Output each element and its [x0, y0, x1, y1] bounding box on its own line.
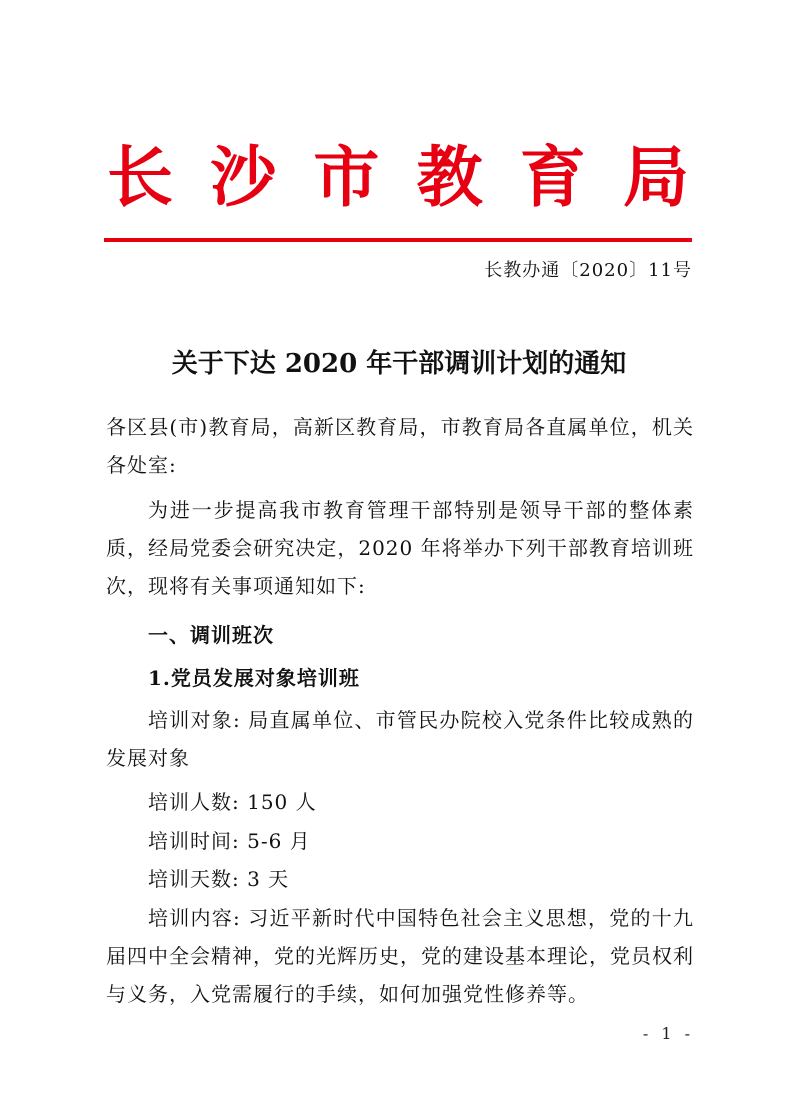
- section-heading: 一、调训班次: [148, 623, 274, 647]
- training-days: 培训天数: 3 天: [148, 867, 290, 891]
- document-number: 长教办通〔2020〕11号: [484, 260, 692, 281]
- training-content: 培训内容: 习近平新时代中国特色社会主义思想，党的十九届四中全会精神，党的光辉历史，党的建设基本理论，党员权利与义务，入党需履行的手续，如何加强党性修养等。: [106, 906, 694, 1006]
- training-count: 培训人数: 150 人: [148, 790, 317, 814]
- intro-paragraph: 为进一步提高我市教育管理干部特别是领导干部的整体素质，经局党委会研究决定，2020 年将举办下列干部教育培训班次，现将有关事项通知如下:: [106, 498, 694, 598]
- training-target: 培训对象: 局直属单位、市管民办院校入党条件比较成熟的发展对象: [106, 708, 694, 770]
- training-time: 培训时间: 5-6 月: [148, 829, 311, 853]
- document-title: 关于下达 2020 年干部调训计划的通知: [171, 349, 627, 379]
- masthead-char: 沙: [210, 138, 277, 216]
- red-separator-line: [104, 238, 692, 242]
- class-heading: 1.党员发展对象培训班: [148, 666, 360, 690]
- masthead-char: 育: [519, 138, 586, 216]
- masthead-char: 长: [107, 138, 173, 216]
- masthead-char: 教: [416, 138, 483, 216]
- page-number: - 1 -: [642, 1024, 694, 1043]
- masthead-char: 局: [622, 138, 689, 216]
- addressee: 各区县(市)教育局，高新区教育局，市教育局各直属单位，机关各处室:: [106, 415, 694, 477]
- masthead: [104, 132, 692, 222]
- masthead-char: 市: [313, 138, 380, 216]
